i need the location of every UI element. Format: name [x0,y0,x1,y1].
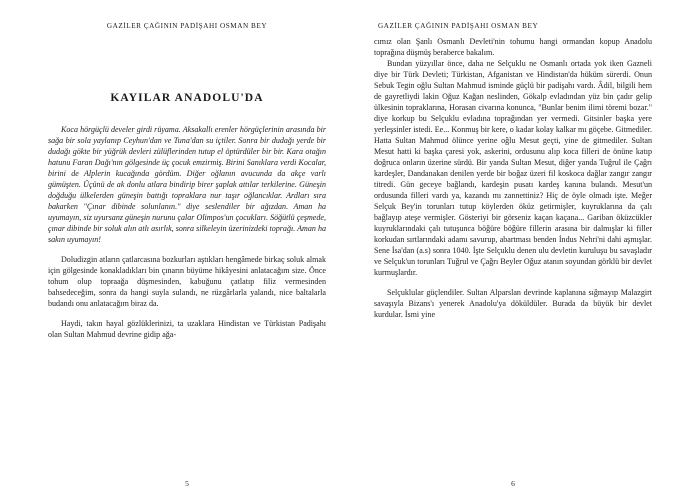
chapter-title: KAYILAR ANADOLU'DA [110,92,264,104]
paragraph: Haydi, takın hayal gözlüklerinizi, ta uzaklara Hindistan ve Türkistan Padişahı olan Sultan Mahmud devrine gidip ağa- [48,319,326,339]
body-text-left [48,124,326,484]
page-number-right: 6 [511,479,515,488]
paragraph: cımız olan Şanlı Osmanlı Devleti'nin tohumu hangi ormandan kopup Anadolu topraǧına düşmüş beraberce bakalım. [374,37,652,57]
page-right [350,0,700,504]
paragraph: Selçuklular güçlendiler. Sultan Alparslan devrinde kaplanına sıǧmayıp Malazgirt savaşıyla Bizans'ı yenerek Anadolu'ya döküldüler. Burada da büyük bir devlet kurdular. İsmi yine [374,288,652,319]
paragraph: Doludizgin atların çatlarcasına bozkurları aştıkları hengâmede birkaç soluk almak için gölgesinde konakladıkları bin çınarın büyüme hikâyesini anlatacağım size. Önce tohum olup topraağa düşmesinden, kabuğunu çatlatıp filiz vermesinden bahsedeceğim, sonra da hangi suyla sulandı, ne rüzgârlarla yalandı, nice baltalarla budandı onu anlatacağım biraz da. [48,255,326,308]
running-head-left: GAZİLER ÇAĞININ PADİŞAHI OSMAN BEY [106,22,268,30]
running-head-right: GAZİLER ÇAĞININ PADİŞAHI OSMAN BEY [378,22,539,30]
body-text-right [374,36,652,484]
paragraph: Bundan yüzyıllar önce, daha ne Selçuklu ne Osmanlı ortada yok iken Gazneli diye bir Türk Devleti; Türkistan, Afganistan ve Hindistan'da hüküm sürerdi. Onun Sebuk Tegin oğlu Sultan Mahmud isminde güçlü bir padişahı vardı. Âdil, bilgili hem de gayretliydi lakin Oğuz Kağan neslinden, Gökalp evladından yüz bin çadır gelip ülkesinin topraklarına, Horasan civarına konunca, "Bunlar benim ilimi töremi bozar." diye korkup bu Selçuklu evladına topraǧından yer vermedi. Gitsinler başka yere yerleşsinler istedi. Ee... Konmuş bir kere, o kadar kolay kalkar mı göçebe. Gitmediler. Hatta Sultan Mahmud ölünce yerine oǧlu Mesut geçti, yine de gitmediler. Sultan Mesut hatti ki başka çaresi yok, askerini, ordusunu alıp koca filleri de önüne katıp doǧruca onların üzerine sürdü. Bir yanda Sultan Mesut, diǧer yanda Tuǧrul ile Çaǧrı kardeşler, Dandanakan denilen yerde bir boǧaz üzeri fil koskoca daǧlar zangır zangır titredi. Gün geceye baǧlandı, kardeşin pusatı kardeş kanına bulandı. Mesut'un ordusunda filleri vardı ya, kazandı mı zannettiniz? Hiç de öyle olmadı işte. Meǧer Selçuk Bey'in torunları tutup köylerden öküz getirmişler, kuyruklarına da çalı baǧlayıp ateşe vermişler. Gösteriyi bir görseniz kaçan kaçana... Gariban öküzcükler kuyruklarındaki çalı tutuşunca böǧüre böǧüre fillerin arasına bir dalmışlar ki filler korkudan sırtlarındaki adamı savurup, abartması benden İndus Nehri'ni dahi aşmışlar. Sene İsa'dan (a.s) sonra 1040. İşte Selçuklu denen ulu devletin kuruluşu bu savaşladır ve Selçuk'un torunları Tuǧrul ve Çaǧrı Beyler Oǧuz atanın soyundan görklü bir devlet kurmuşlardır. [374,59,652,277]
paragraph: Koca hörgüçlü develer girdi rüyama. Aksakallı erenler hörgüçlerinin arasında bir sağa bir sola yaylanıp Ceyhun'dan ve Tuna'dan su içtiler. Sonra bir dudağı yerde bir dudağı gökte bir yüğrük devleri zülüflerinden tutup el öptürdüler bir bir. Kara otağın hatunu Faran Dağı'nın gölgesinde üç çocuk emzirmiş. Birini Sanıklara verdi Kocalar, birini de Alplerin kucağında gördüm. Diğer oğlanın avucunda da akçe varlı gümüşten. Üçünü de ak donlu atlara bindirip birer şaplak attılar terkilerine. Güneşin doğduğu ülkelerden güneşin battığı topraklara nur taşır oğlancıklar. Ardları sıra bakarken "Çınar dibinde solunlanın." diye seslendiler bir ağızdan. Aman ha uyumayın, siz uyursanz güneşin nurunu çalar Olimpos'un çocukları. Söğütlü çeşmede, çınar dibinde bir soluk alın atlı asırlık, sonra silkeleyin üzerinizdeki toprağı. Aman ha sakın uyumayın! [48,125,326,244]
page-number-left: 5 [185,479,189,488]
